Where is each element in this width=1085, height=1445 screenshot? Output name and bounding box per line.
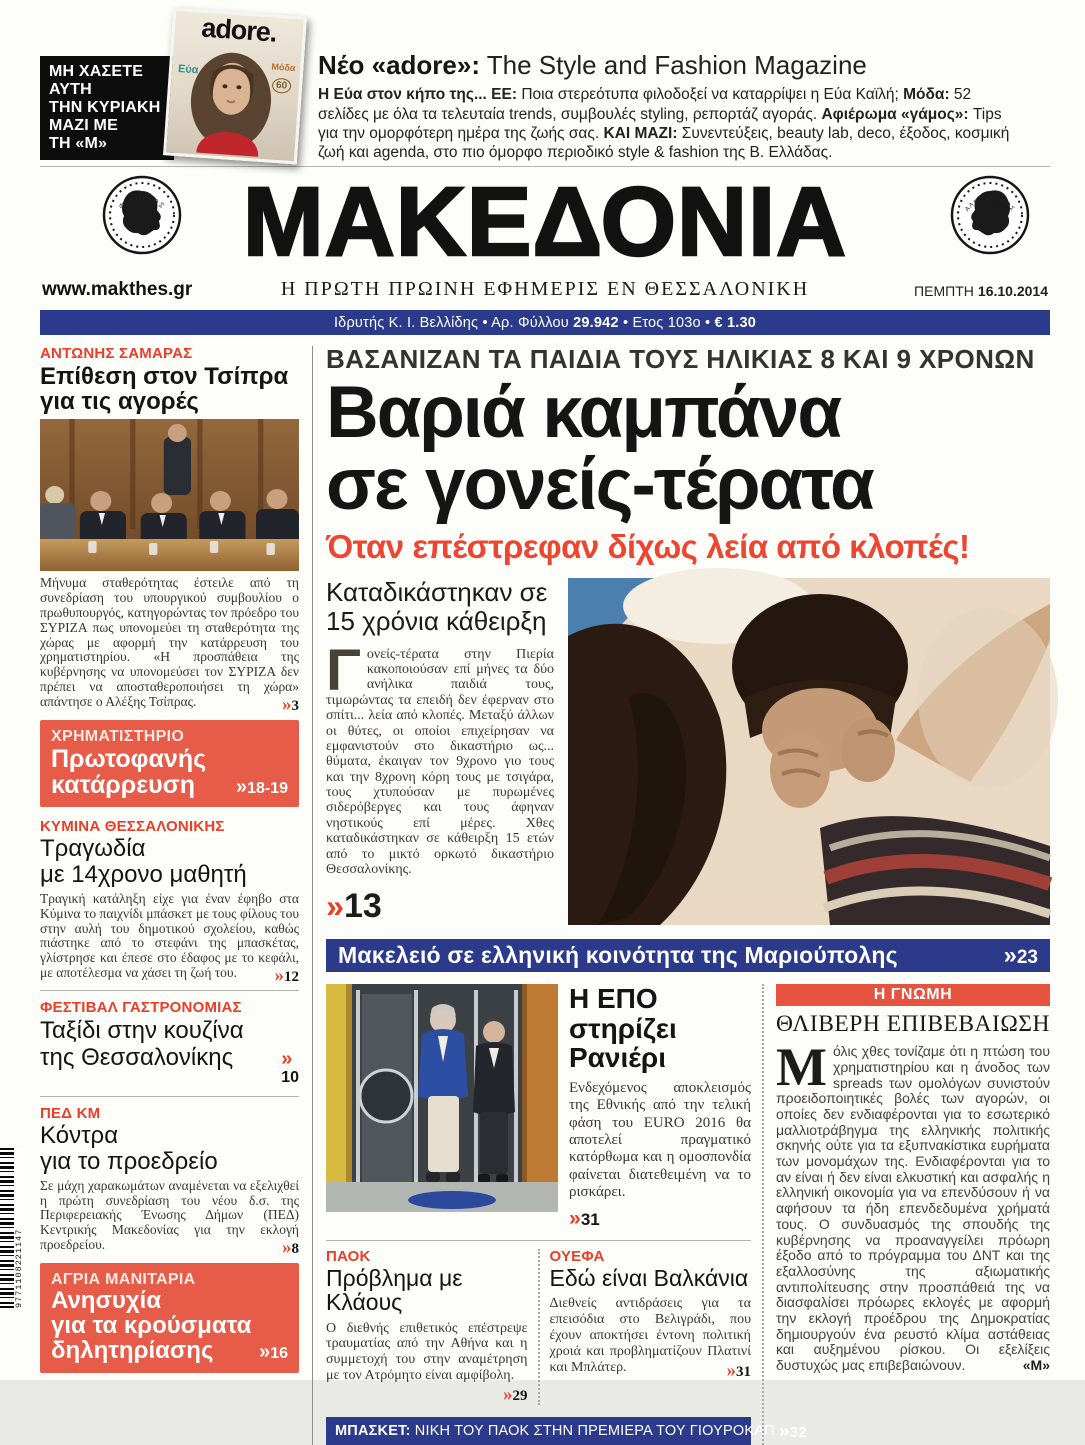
bar-text: ΝΙΚΗ ΤΟΥ ΠΑΟΚ ΣΤΗΝ ΠΡΕΜΙΕΡΑ ΤΟΥ ΓΙΟΥΡΟΚΑΠ <box>410 1422 780 1439</box>
alexander-coin-icon <box>950 175 1030 255</box>
chevron-icon: » <box>282 693 292 715</box>
page-ref <box>326 887 554 926</box>
page-number: 31 <box>736 1363 751 1380</box>
chevron-icon: » <box>503 1383 513 1405</box>
page-number: 18-19 <box>247 779 288 797</box>
box-title-line <box>51 772 288 798</box>
body-text: Σε μάχη χαρακωμάτων αναμένεται να εξελιχθεί η πρώτη συνεδρίαση του νέου δ.σ. της Περιφερειακής Ένωσης Δήμων (ΠΕΔ) Κεντρικής Μακεδονίας για την εκλογή προεδρείου. <box>40 1177 299 1253</box>
bar-title: Μακελειό σε ελληνική κοινότητα της Μαριούπολης <box>338 942 898 969</box>
drop-cap: Μ <box>776 1037 827 1098</box>
epo-row <box>326 984 751 1230</box>
box-title-line <box>51 1286 288 1314</box>
main-column <box>313 346 1050 1445</box>
headline-line: Βαριά καμπάνα <box>326 372 841 454</box>
page-ref <box>282 695 299 716</box>
article-kicker: ΚΥΜΙΝΑ ΘΕΣΣΑΛΟΝΙΚΗΣ <box>40 817 225 835</box>
article-epo <box>569 984 751 1230</box>
divider <box>40 1096 299 1097</box>
article-body <box>40 890 299 987</box>
promo-title-bold: Νέο «adore»: <box>318 50 480 80</box>
box-title-line <box>51 1311 288 1339</box>
left-column <box>40 346 313 1445</box>
mariupol-bar <box>326 939 1050 972</box>
page-ref <box>503 1384 527 1405</box>
lead-subhead: Όταν επέστρεφαν δίχως λεία από κλοπές! <box>326 528 970 566</box>
promo-seg: Η Εύα στον κήπο της... ΕΕ: <box>318 86 518 104</box>
issue-barcode <box>0 1148 24 1308</box>
sunday-promo-box <box>40 56 174 160</box>
promo-seg: Συνεντεύξεις, beauty lab, deco, έξοδος, κοσμική ζωή και agenda, στο πιο όμορφο περιοδικό style & fashion της Β. Ελλάδας. <box>318 124 1010 161</box>
page-ref <box>1004 942 1038 970</box>
barcode-bars-icon <box>0 1148 14 1308</box>
page-ref <box>282 1238 299 1259</box>
lead-headline <box>326 372 1050 525</box>
promo-seg: Αφιέρωμα «γάμος»: <box>821 105 969 123</box>
cabinet-meeting-photo <box>40 419 299 571</box>
sunday-promo-line: ΑΥΤΗ <box>49 80 92 98</box>
article-body <box>40 575 299 715</box>
title-line: στηρίζει <box>569 1012 677 1044</box>
article-kymina <box>40 817 299 987</box>
ranieri-photo <box>326 984 558 1230</box>
article-uefa <box>540 1249 752 1405</box>
page-ref <box>236 777 288 798</box>
cover-tagline-moda: Μόδα <box>271 61 296 74</box>
issue-date-value: 16.10.2014 <box>977 283 1048 299</box>
drop-cap: Γ <box>326 637 361 703</box>
title-line: Επίθεση στον Τσίπρα <box>40 362 289 390</box>
title-line: Τραγωδία <box>40 835 146 863</box>
page-number: 23 <box>1016 946 1038 968</box>
opinion-banner: Η ΓΝΩΜΗ <box>776 984 1050 1006</box>
title-line: Ανησυχία <box>51 1286 162 1314</box>
lower-section <box>326 984 1050 1445</box>
promo-seg: 52 σελίδες με όλα τα τελευταία trends, συμβουλές styling, ρεπορτάζ αγοράς. <box>318 86 972 123</box>
title-line: της Θεσσαλονίκης <box>40 1043 234 1071</box>
title-line: για το προεδρείο <box>40 1147 218 1175</box>
promo-strip <box>40 12 1050 167</box>
article-body: Ενδεχόμενος αποκλεισμός της Εθνικής από την τελική φάση του EURO 2016 θα αποτελεί πραγματικό κατόρθωμα και η ομοσπονδία φαίνεται διατεθειμένη να το ρισκάρει. <box>569 1079 751 1201</box>
lower-left <box>326 983 807 1445</box>
basket-bar <box>326 1417 807 1445</box>
barcode-number: 9771108221147 <box>14 1228 24 1308</box>
lead-kicker: ΒΑΣΑΝΙΖΑΝ ΤΑ ΠΑΙΔΙΑ ΤΟΥΣ ΗΛΙΚΙΑΣ 8 ΚΑΙ 9 ΧΡΟΝΩΝ <box>326 344 1035 374</box>
divider <box>40 990 299 991</box>
promo-seg: Ποια στερεότυπα φιλοδοξεί να καταρρίψει η Εύα Καϊλή; <box>517 86 904 104</box>
masthead <box>40 167 1050 276</box>
body-text: Διεθνείς αντιδράσεις για τα επεισόδια στο Βελιγράδι, που έχουν αποκτήσει έντονη πολιτική χροιά και προβληματίζουν Πλατινί και Μπλάτερ. <box>549 1296 751 1375</box>
promo-seg: ΚΑΙ ΜΑΖΙ: <box>603 124 678 142</box>
box-kicker: ΧΡΗΜΑΤΙΣΤΗΡΙΟ <box>51 727 185 745</box>
masthead-subrow <box>40 277 1050 303</box>
promo-seg: Μόδα: <box>903 86 950 104</box>
sunday-promo-line: ΜΑΖΙ ΜΕ <box>49 116 118 134</box>
masthead-tagline: Η ΠΡΩΤΗ ΠΡΩΙΝΗ ΕΦΗΜΕΡΙΣ ΕΝ ΘΕΣΣΑΛΟΝΙΚΗ <box>280 278 810 300</box>
page-number: 16 <box>270 1344 288 1362</box>
magazine-cover-illustration <box>166 33 296 159</box>
body-text: ονείς-τέρατα στην Πιερία κακοποιούσαν επί μήνες τα δύο ανήλικα παιδιά τους, τιμωρώντας τα επειδή δεν έφερναν στο σπίτι... λεία από κλοπές. Μεταξύ άλλων οι θύτες, οι οποίοι επιχείρησαν να εμφανιστούν στο δικαστήριο ως... θύματα, έκαιγαν τον 9χρονο γιο τους και την 8χρονη κόρη τους με τσιγάρα, τους χτυπούσαν με πυρωμένες σιδερόβεργες και τους άφηναν νηστικούς επί μέρες. Χθες καταδικάστηκαν σε κάθειρξη 15 ετών από το μικτό ορκωτό δικαστήριο Θεσσαλονίκης. <box>326 646 554 878</box>
headline-line: σε γονείς-τέρατα <box>326 443 873 525</box>
chevron-icon: » <box>235 775 248 798</box>
article-title <box>40 1123 299 1173</box>
opinion-signature: «Μ» <box>1022 1356 1050 1373</box>
article-kicker: ΟΥΕΦΑ <box>549 1247 605 1265</box>
article-title-line <box>40 1045 299 1087</box>
title-line: Πρωτοφανής <box>51 744 207 773</box>
title-line: Ταξίδι στην κουζίνα <box>40 1016 244 1044</box>
price: € 1.30 <box>714 314 757 331</box>
page-ref <box>275 966 299 987</box>
article-samaras <box>40 345 299 715</box>
article-kicker: ΦΕΣΤΙΒΑΛ ΓΑΣΤΡΟΝΟΜΙΑΣ <box>40 998 242 1016</box>
chevron-icon: » <box>1003 941 1017 969</box>
article-kicker: ΑΝΤΩΝΗΣ ΣΑΜΑΡΑΣ <box>40 345 193 362</box>
bar-label: ΜΠΑΣΚΕΤ: <box>335 1422 411 1439</box>
chevron-icon: » <box>569 1205 581 1230</box>
chevron-icon: » <box>779 1419 790 1441</box>
cover-tagline-eva: Εύα <box>177 63 199 77</box>
newspaper-title: ΜΑΚΕΔΟΝΙΑ <box>242 167 848 276</box>
philip-coin-icon <box>102 175 182 255</box>
title-line: Η ΕΠΟ <box>569 983 658 1015</box>
lead-deck: Καταδικάστηκαν σε 15 χρόνια κάθειρξη <box>326 577 548 637</box>
page-ref <box>259 1342 288 1363</box>
body-text: όλις χθες τονίζαμε ότι η πτώση του χρηματιστηρίου και η άνοδος των spreads των ομολόγων συνιστούν προειδοποιητικές βολές των αγορών, οι οποίες δεν ενδιαφέρονται για το εσωτερικό μαλλιοτράβηγμα της ελληνικής πολιτικής σκηνής ούτε για τα εξυπνακίστικα ευρήματα των μονομάχων της. Ενδιαφέρονται για το αν είναι ή δεν είναι ελκυστική και ασφαλής η ελληνική οικονομία για να επενδύσουν ή να αφήσουν τα ήδη επενδεδυμένα χρήματά τους. Ο συνδυασμός της σπουδής της κυβέρνησης να προαναγγείλει πρόωρη έξοδο από το πρόγραμμα του ΔΝΤ και της εξαλλοσύνης της αξιωματικής αντιπολίτευσης στην προσπάθειά της να διασφαλίσει πρόωρες εκλογές με αφορμή την εκλογή προέδρου της Δημοκρατίας δημιουργούν ένα ρευστό κλίμα αστάθειας και αυξημένου ρίσκου. Οι εξελίξεις δυστυχώς μας επιβεβαιώνουν. <box>776 1043 1050 1373</box>
article-body <box>549 1296 752 1381</box>
page-ref <box>727 1360 751 1381</box>
page-ref <box>569 1206 751 1231</box>
promo-text <box>318 52 1050 162</box>
article-kicker: ΠΑΟΚ <box>326 1247 371 1265</box>
promo-body <box>318 85 1018 162</box>
page-number: 32 <box>789 1423 807 1441</box>
chevron-icon: » <box>274 965 284 987</box>
page-number: 31 <box>580 1209 600 1229</box>
promo-title <box>318 52 1050 79</box>
article-title <box>40 1018 299 1043</box>
page-number: 12 <box>284 969 299 986</box>
lead-photo-illustration <box>568 578 1050 925</box>
article-ped <box>40 1104 299 1259</box>
issue-date <box>914 283 1048 299</box>
issue-info-bar <box>40 310 1050 335</box>
article-kicker: ΠΕΔ ΚΜ <box>40 1104 101 1122</box>
sunday-promo-line: ΤΗΝ ΚΥΡΙΑΚΗ <box>49 98 161 116</box>
page-number: 10 <box>281 1068 299 1086</box>
article-body <box>326 1320 528 1405</box>
title-line: κατάρρευση <box>51 770 196 799</box>
opinion-title: ΘΛΙΒΕΡΗ ΕΠΙΒΕΒΑΙΩΣΗ <box>776 1011 1050 1038</box>
body-text: Μήνυμα σταθερότητας έστειλε από τη συνεδρίαση του υπουργικού συμβουλίου ο πρωθυπουργός, κατηγορώντας τον πρόεδρο του ΣΥΡΙΖΑ πως υπονομεύει τη σταθερότητα της χώρας με αφορμή την κατάρρευση του χρηματιστηρίου. «Η προσπάθεια της κυβέρνησης να υπονομεύσει τον ΣΥΡΙΖΑ δεν πρέπει να αποσταθεροποιήσει τη χώρα» απάντησε ο Αλέξης Τσίπρας. <box>40 575 299 709</box>
title-line: για τις αγορές <box>40 387 199 415</box>
box-title-line <box>51 746 288 772</box>
title-line: δηλητηρίασης <box>51 1336 214 1364</box>
opinion-column <box>762 984 1050 1445</box>
title-line: Ρανιέρι <box>569 1041 666 1073</box>
chevron-icon: » <box>259 1340 271 1363</box>
mushrooms-promo-box <box>40 1263 299 1373</box>
article-body <box>40 1177 299 1259</box>
alexander-coin-label: ΑΛΕΞΑΝΔΡΟΣ <box>963 195 1017 214</box>
issue-number: 29.942 <box>573 314 619 331</box>
adore-magazine-cover <box>163 8 307 165</box>
page-number: 29 <box>512 1387 528 1404</box>
body-text: Τραγική κατάληξη είχε για έναν έφηβο στα Κύμινα το παιχνίδι μπάσκετ με τους φίλους του στην αυλή του δημοτικού σχολείου, καθώς πιάστηκε από το στεφάνι της μπασκέτας, γλίστρησε και έπεσε στο έδαφος με το κεφάλι, με αποτέλεσμα να χάσει τη ζωή του. <box>40 890 299 981</box>
article-title <box>569 984 751 1071</box>
ranieri-photo-illustration <box>326 984 558 1212</box>
website-url: www.makthes.gr <box>42 279 193 300</box>
sunday-promo-line: ΜΗ ΧΑΣΕΤΕ <box>49 63 144 80</box>
body-text: Ο διεθνής επιθετικός επέστρεψε τραυματίας από την Αθήνα και η συμμετοχή του στην αναμέτρηση με τον Ατρόμητο είναι αμφίβολη. <box>326 1320 528 1383</box>
issue-day: ΠΕΜΠΤΗ <box>914 283 974 299</box>
article-title <box>40 364 299 414</box>
lead-body <box>326 637 554 878</box>
lead-article-row <box>326 578 1050 926</box>
promo-title-rest: The Style and Fashion Magazine <box>480 50 867 80</box>
article-festival <box>40 1000 299 1087</box>
page-ref <box>281 1049 299 1087</box>
page-number: 13 <box>343 887 382 926</box>
article-title: Πρόβλημα με Κλάους <box>326 1265 463 1316</box>
article-title: Εδώ είναι Βαλκάνια <box>549 1265 749 1292</box>
box-title-line <box>51 1336 288 1364</box>
article-paok <box>326 1249 540 1405</box>
adore-logo: adore. <box>200 12 278 48</box>
opinion-body <box>776 1037 1050 1373</box>
page-number: 8 <box>291 1241 299 1258</box>
stockmarket-promo-box <box>40 720 299 807</box>
philip-coin-label: ΦΙΛΙΠΠΟΣ <box>118 195 167 211</box>
content-area <box>40 346 1050 1445</box>
title-line: Κόντρα <box>40 1122 119 1150</box>
founder-label: Ιδρυτής Κ. Ι. Βελλίδης • Αρ. Φύλλου <box>333 314 574 331</box>
box-kicker: ΑΓΡΙΑ ΜΑΝΙΤΑΡΙΑ <box>51 1270 196 1288</box>
chevron-icon: » <box>282 1237 292 1259</box>
cover-tagline-60: 60 <box>272 78 292 94</box>
sunday-promo-line: ΤΗ «Μ» <box>49 134 108 152</box>
crying-children-photo <box>568 578 1050 926</box>
title-line: με 14χρονο μαθητή <box>40 860 247 888</box>
sports-row <box>326 1249 751 1405</box>
chevron-icon: » <box>326 888 344 925</box>
page-number: 3 <box>291 697 299 714</box>
article-title <box>40 836 299 886</box>
chevron-icon: » <box>281 1047 293 1070</box>
lead-article-text <box>326 578 554 926</box>
year-label: • Ετος 103ο • <box>618 314 715 331</box>
promo-seg: Tips για την ομορφότερη ημέρα της ζωής σας. <box>318 105 1002 142</box>
divider <box>326 1240 751 1241</box>
title-line: για τα κρούσματα <box>51 1311 252 1339</box>
chevron-icon: » <box>726 1359 736 1381</box>
